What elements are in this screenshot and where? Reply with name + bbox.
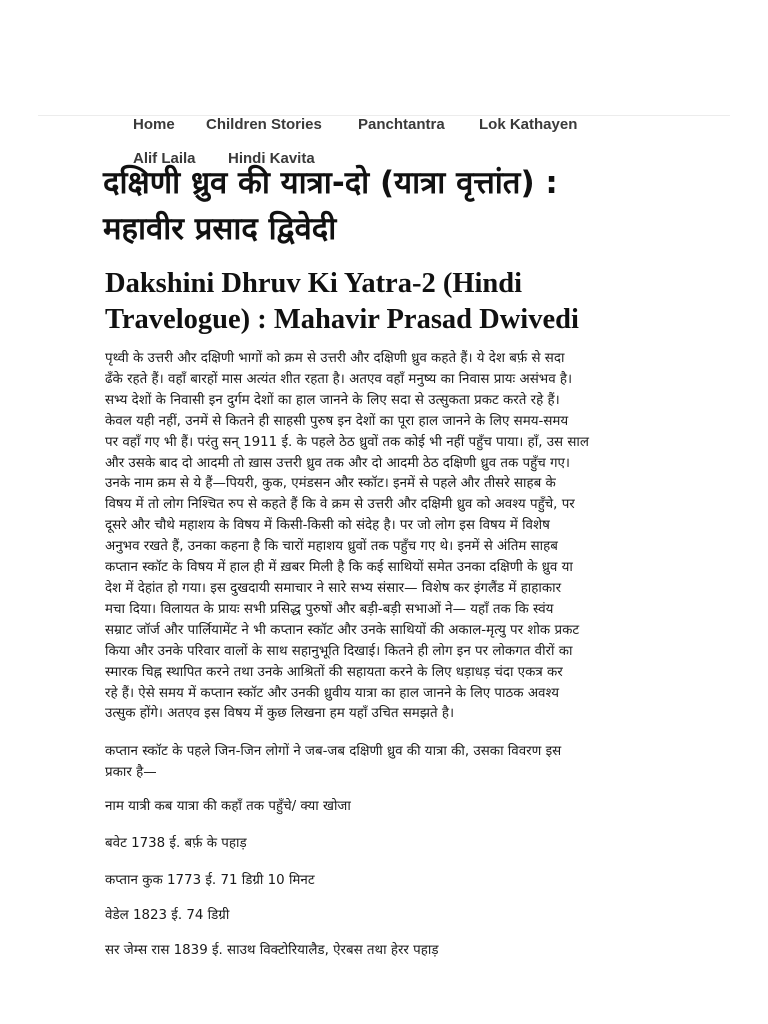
list-item: कप्तान कुक 1773 ई. 71 डिग्री 10 मिनट xyxy=(105,873,315,888)
title-hindi-line2: महावीर प्रसाद द्विवेदी xyxy=(103,211,337,247)
title-english-line2: Travelogue) : Mahavir Prasad Dwivedi xyxy=(105,304,579,335)
body-line: ढँके रहते हैं। वहाँ बारहों मास अत्यंत शीत रहता है। अतएव वहाँ मनुष्य का निवास प्रायः असंभव है। xyxy=(105,371,573,387)
body-line: पर वहाँ गए भी हैं। परंतु सन् 1911 ई. के पहले ठेठ ध्रुवों तक कोई भी नहीं पहुँच पाया। हाँ, उस साल xyxy=(105,434,589,450)
body-line: अनुभव रखते हैं, उनका कहना है कि चारों महाशय ध्रुवों तक पहुँच गए थे। इनमें से अंतिम साहब xyxy=(105,539,558,555)
body-line: रहे हैं। ऐसे समय में कप्तान स्कॉट और उनकी ध्रुवीय यात्रा का हाल जानने के लिए पाठक अवश्य xyxy=(105,685,559,701)
page-title-english xyxy=(105,266,725,338)
nav-children-stories[interactable]: Children Stories xyxy=(206,116,322,133)
body-line: सभ्य देशों के निवासी इन दुर्गम देशों का हाल जानने के लिए सदा से उत्सुकता प्रकट करते रहे हैं। xyxy=(105,392,560,408)
body-line: सम्राट जॉर्ज और पार्लियामेंट ने भी कप्तान स्कॉट और उनके साथियों की अकाल-मृत्यु पर शोक प्रकट xyxy=(105,622,580,638)
body-line: मचा दिया। विलायत के प्रायः सभी प्रसिद्ध पुरुषों और बड़ी-बड़ी सभाओं ने— यहाँ तक कि स्वंय xyxy=(105,601,554,617)
body-line: विषय में तो लोग निश्चित रुप से कहते हैं कि वे क्रम से उत्तरी और दक्षिमी ध्रुव को अवश्य पहुँचे, पर xyxy=(105,497,575,513)
body-line: किया और उनके परिवार वालों के साथ सहानुभूति दिखाई। कितने ही लोग इन पर लोकगत वीरों का xyxy=(105,643,573,659)
intro-line1: कप्तान स्कॉट के पहले जिन-जिन लोगों ने जब-जब दक्षिणी ध्रुव की यात्रा की, उसका विवरण इस xyxy=(105,744,562,759)
list-item: सर जेम्स रास 1839 ई. साउथ विक्टोरियालैड, ऐरबस तथा हेरर पहाड़ xyxy=(105,943,439,958)
nav-alif-laila[interactable]: Alif Laila xyxy=(133,150,196,167)
body-line: और उसके बाद दो आदमी तो ख़ास उत्तरी ध्रुव तक और दो आदमी ठेठ दक्षिणी ध्रुव तक पहुँच गए। xyxy=(105,455,570,471)
article-body xyxy=(105,349,673,725)
title-english-line1: Dakshini Dhruv Ki Yatra-2 (Hindi xyxy=(105,268,523,299)
nav-panchtantra[interactable]: Panchtantra xyxy=(358,116,445,133)
nav-hindi-kavita[interactable]: Hindi Kavita xyxy=(228,150,315,167)
body-line: उनके नाम क्रम से ये हैं—पियरी, कुक, एमंडसन और स्कॉट। इनमें से पहले और तीसरे साहब के xyxy=(105,476,556,492)
body-line: कप्तान स्कॉट के विषय में हाल ही में ख़बर मिली है कि कई साथियों समेत उनका दक्षिणी के ध्रुव या xyxy=(105,560,573,576)
body-line: पृथ्वी के उत्तरी और दक्षिणी भागों को क्रम से उत्तरी और दक्षिणी ध्रुव कहते हैं। ये देश बर्फ़ से सदा xyxy=(105,351,565,366)
body-line: स्मारक चिह्न स्थापित करने तथा उनके आश्रितों की सहायता करने के लिए धड़ाधड़ चंदा एकत्र कर xyxy=(105,664,563,680)
body-line: उत्सुक होंगे। अतएव इस विषय में कुछ लिखना हम यहाँ उचित समझते है। xyxy=(105,706,455,722)
list-item: बवेट 1738 ई. बर्फ़ के पहाड़ xyxy=(105,836,247,851)
nav-home[interactable]: Home xyxy=(133,116,175,133)
title-hindi-line1: दक्षिणी ध्रुव की यात्रा-दो (यात्रा वृत्तांत) : xyxy=(103,165,558,201)
table-header: नाम यात्री कब यात्रा की कहाँ तक पहुँचे/ क्या खोजा xyxy=(105,799,351,814)
body-line: दूसरे और चौथे महाशय के विषय में किसी-किसी को संदेह है। पर जो लोग इस विषय में विशेष xyxy=(105,518,550,534)
body-line: देश में देहांत हो गया। इस दुखदायी समाचार ने सारे सभ्य संसार— विशेष कर इंगलैंड में हाहाकार xyxy=(105,580,562,596)
body-line: केवल यही नहीं, उनमें से कितने ही साहसी पुरुष इन देशों का पूरा हाल जानने के लिए समय-समय xyxy=(105,413,569,429)
nav-lok-kathayen[interactable]: Lok Kathayen xyxy=(479,116,578,133)
intro-line2: प्रकार है— xyxy=(105,765,157,780)
list-item: वेडेल 1823 ई. 74 डिग्री xyxy=(105,908,230,923)
intro-paragraph xyxy=(105,741,665,783)
page-title-hindi xyxy=(103,160,703,252)
